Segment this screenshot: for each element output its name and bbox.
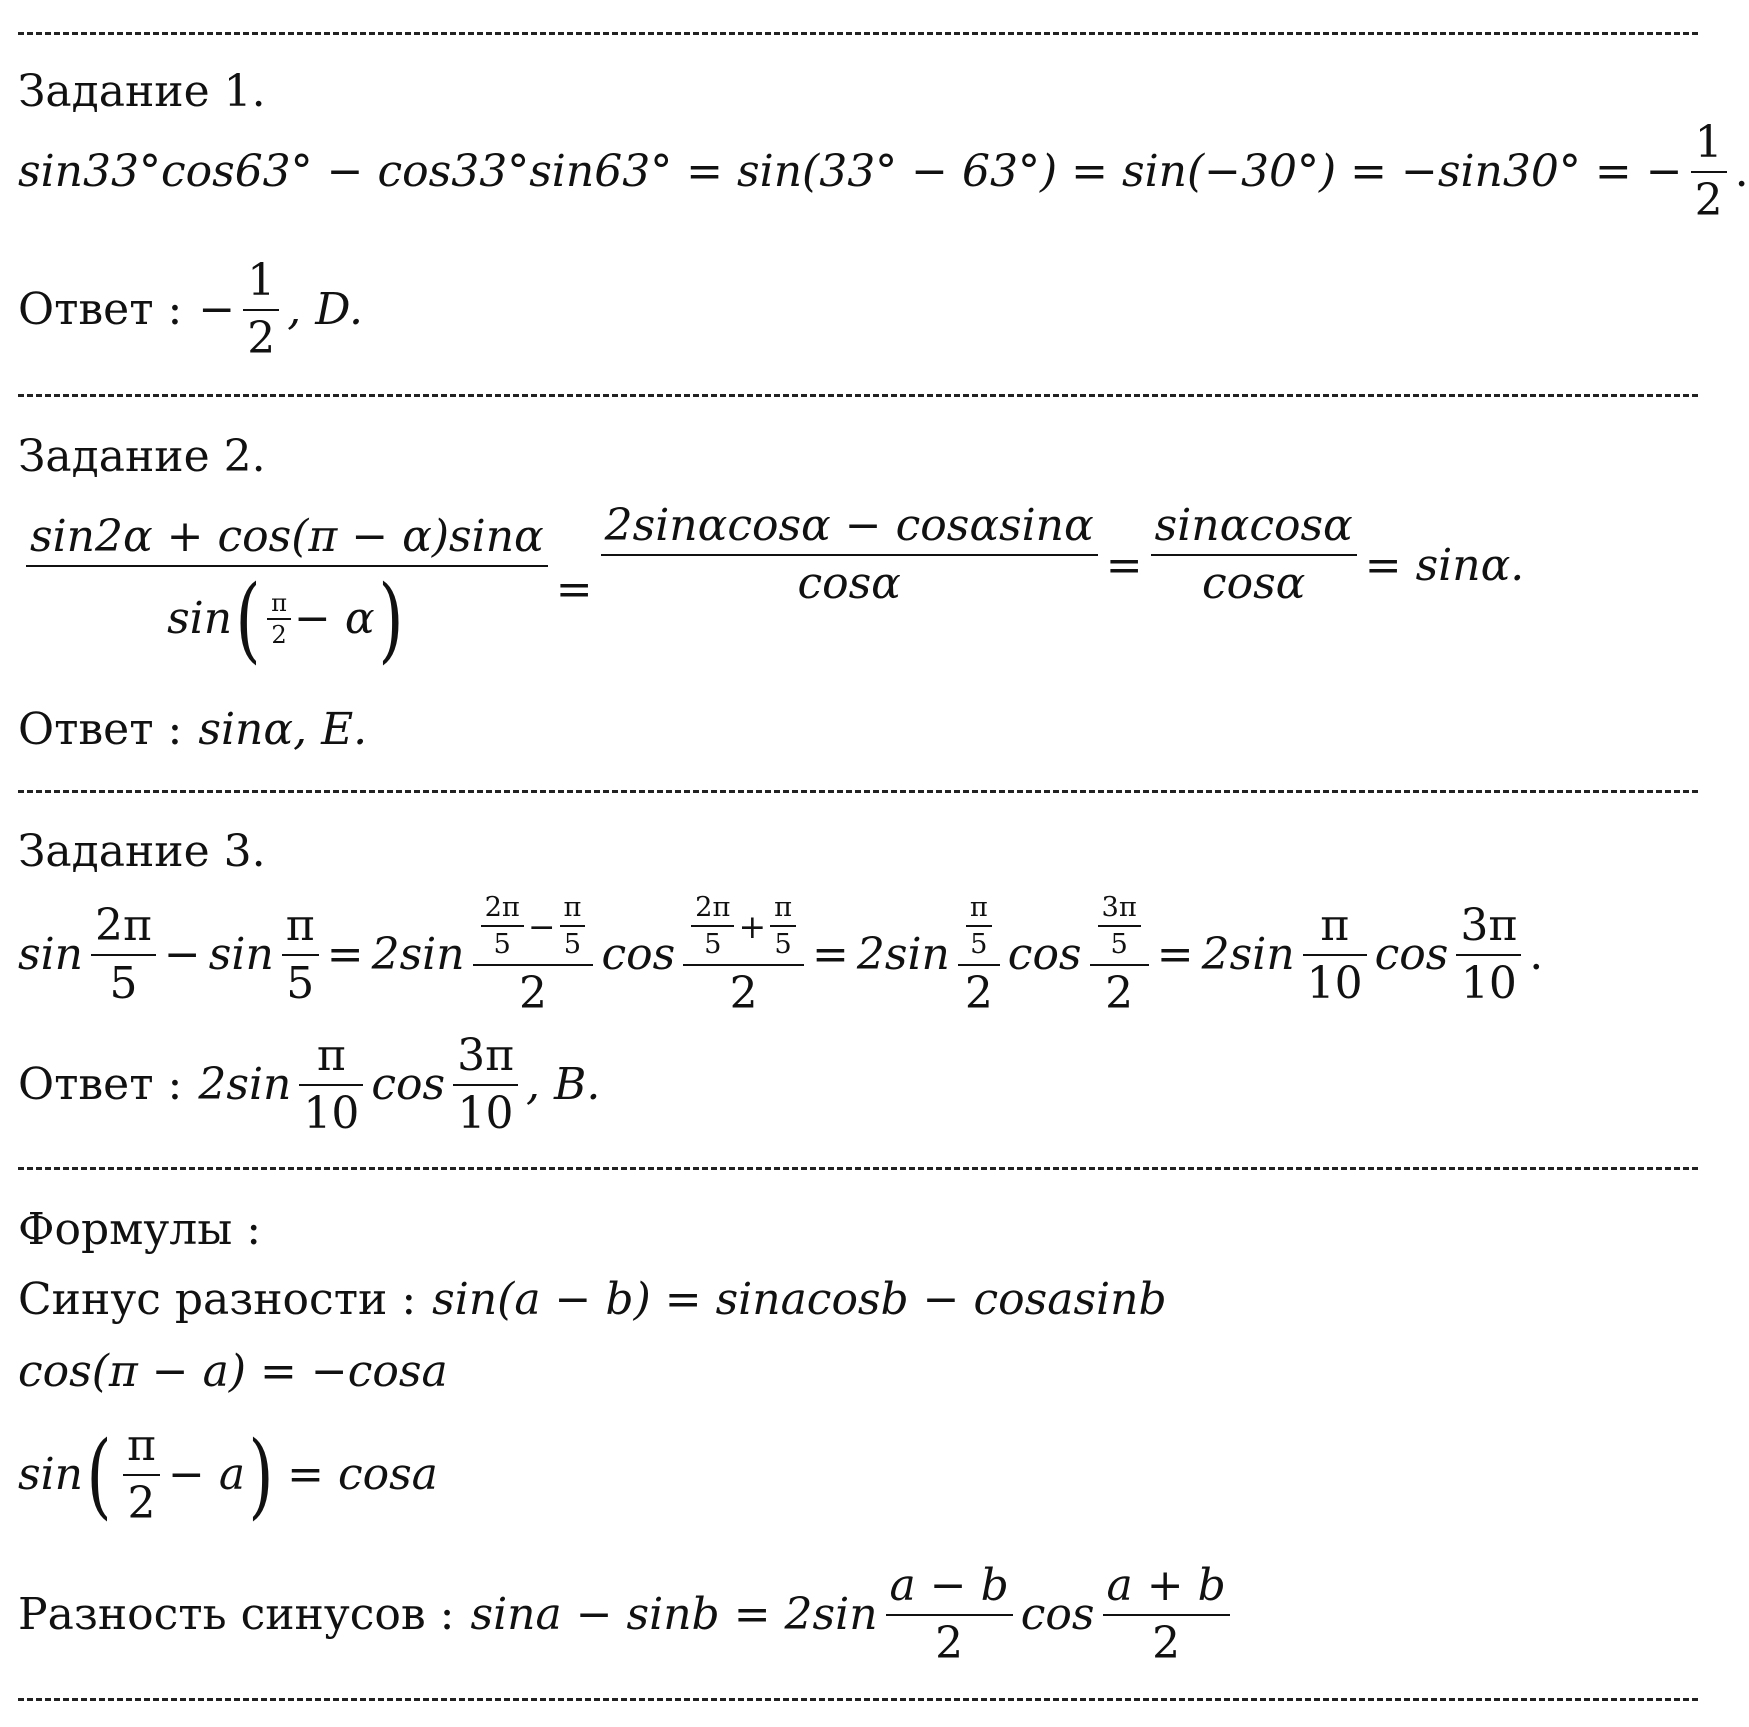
fraction-numerator: 2π (695, 891, 731, 923)
fraction-bar (1691, 171, 1727, 173)
task2-result: = sinα. (1364, 540, 1525, 591)
two-sin-text: 2sin (198, 1059, 292, 1110)
fraction-bar (243, 309, 279, 311)
fraction-denominator: 2 (729, 968, 758, 1020)
fraction-a-minus-b-over-2 (886, 1560, 1013, 1669)
fraction-pi-5-small (560, 891, 586, 960)
task1-answer (18, 255, 363, 364)
task2-fraction-3 (1151, 500, 1357, 609)
cos-text: cos (1020, 1589, 1095, 1640)
task3-answer (18, 1030, 600, 1140)
fraction-denominator (163, 564, 411, 673)
fraction-bar (1103, 1614, 1230, 1616)
fraction-denominator: 2 (1694, 175, 1723, 226)
fraction-denominator: 10 (303, 1088, 360, 1139)
fraction-denominator: cosα (797, 558, 901, 609)
two-sin-text: 2sin (371, 929, 465, 980)
formula-rhs: = cosa (287, 1449, 438, 1500)
fraction-bar (601, 554, 1098, 556)
fraction-numerator: 3π (1460, 900, 1518, 951)
minus-a: − a (167, 1449, 246, 1500)
fraction-pi-10 (1303, 900, 1367, 1009)
equals-sign: = (326, 929, 364, 980)
fraction-half-sum (683, 891, 804, 1020)
fraction-numerator: 2π (95, 900, 152, 951)
cos-text: cos (1374, 929, 1449, 980)
plus-sign: + (738, 906, 767, 946)
fraction-half-difference (473, 891, 594, 1020)
fraction-denominator: 5 (970, 929, 988, 960)
equals-sign: = (1105, 540, 1143, 591)
fraction-denominator: 10 (1460, 958, 1517, 1009)
fraction-bar (966, 925, 992, 927)
task3-heading: Задание 3. (18, 826, 266, 877)
fraction-denominator: 5 (286, 958, 315, 1009)
formula-expression: sin(a − b) = sinacosb − cosasinb (432, 1274, 1167, 1325)
fraction-pi-5-small (966, 891, 992, 960)
fraction-numerator: 3π (457, 1030, 515, 1081)
equals-sign: = (812, 929, 849, 980)
cos-text: cos (371, 1059, 446, 1110)
fraction-numerator: π (316, 1030, 346, 1081)
minus-alpha: − α (294, 593, 375, 644)
fraction-numerator: π (1320, 900, 1350, 951)
answer-fraction (243, 255, 279, 364)
fraction-denominator: 2 (519, 968, 547, 1020)
two-sin-text: 2sin (856, 929, 950, 980)
equals-sign: = (1156, 929, 1194, 980)
task1-heading: Задание 1. (18, 66, 266, 117)
fraction-bar (1456, 954, 1521, 956)
formula-label: Синус разности : (18, 1274, 417, 1325)
task1-fraction (1691, 117, 1727, 226)
fraction-pi-5 (282, 900, 319, 1009)
fraction-denominator: 2 (1105, 968, 1134, 1020)
answer-label: Ответ : (18, 284, 183, 335)
answer-label: Ответ : (18, 704, 183, 755)
fraction-bar (481, 925, 524, 927)
fraction-bar (282, 954, 319, 956)
formula-cos-reduction: cos(π − a) = −cosa (18, 1346, 448, 1397)
answer-value: sinα, E. (198, 704, 368, 755)
fraction-bar (453, 1084, 518, 1086)
task1-expression: sin33°cos63° − cos33°sin63° = sin(33° − 63°) = sin(−30°) = −sin30° = − (18, 146, 1683, 197)
right-paren: ) (248, 1420, 274, 1529)
fraction-bar (958, 964, 1000, 966)
formula-expression: sina − sinb = 2sin (470, 1589, 878, 1640)
fraction-2pi-5 (91, 900, 156, 1009)
fraction-denominator: 5 (563, 929, 582, 960)
fraction-bar (91, 954, 156, 956)
fraction-2pi-5-small (691, 891, 734, 960)
fraction-denominator: 5 (1110, 929, 1128, 960)
fraction-denominator: 5 (493, 929, 511, 960)
fraction-numerator (473, 891, 594, 960)
fraction-denominator: 2 (247, 313, 276, 364)
equals-sign: = (555, 564, 593, 615)
formulas-heading: Формулы : (18, 1204, 262, 1255)
right-paren: ) (378, 564, 404, 673)
fraction-3pi-10 (453, 1030, 518, 1139)
cos-text: cos (1007, 929, 1082, 980)
fraction-denominator: 2 (935, 1618, 964, 1669)
formula-sines-difference (18, 1560, 1238, 1670)
fraction-bar (123, 1474, 160, 1476)
sin-text: sin (18, 1449, 83, 1500)
fraction-numerator (683, 891, 804, 960)
period: . (1734, 146, 1749, 197)
fraction-numerator (958, 891, 1000, 960)
fraction-pi-2 (123, 1420, 160, 1529)
fraction-bar (26, 565, 548, 567)
fraction-numerator: π (969, 891, 988, 923)
fraction-numerator: π (285, 900, 315, 951)
fraction-bar (691, 925, 734, 927)
fraction-bar (1151, 554, 1357, 556)
fraction-denominator: cosα (1201, 558, 1306, 609)
task2-fraction-2 (601, 500, 1098, 609)
dashed-separator (18, 32, 1698, 35)
formula-label: Разность синусов : (18, 1589, 455, 1640)
fraction-numerator: a − b (889, 1560, 1009, 1611)
fraction-numerator: a + b (1106, 1560, 1226, 1611)
pi-over-two (267, 588, 291, 649)
fraction-bar (886, 1614, 1013, 1616)
period: . (1529, 929, 1544, 980)
sin-text: sin (18, 929, 83, 980)
left-paren: ( (235, 564, 261, 673)
fraction-pi-5-small (770, 891, 796, 960)
task2-equation (18, 500, 1524, 680)
minus-sign: − (527, 906, 556, 946)
fraction-bar (1090, 964, 1149, 966)
fraction-3pi-10 (1456, 900, 1521, 1009)
task3-equation (18, 890, 1543, 1020)
fraction-bar (683, 964, 804, 966)
fraction-a-plus-b-over-2 (1103, 1560, 1230, 1669)
fraction-numerator: π (271, 588, 288, 617)
fraction-pi5-over-2 (958, 891, 1000, 1020)
fraction-numerator: 1 (247, 255, 276, 306)
answer-choice: , B. (526, 1059, 601, 1110)
fraction-denominator: 10 (1306, 958, 1363, 1009)
task2-fraction-1 (26, 510, 548, 673)
fraction-bar (560, 925, 586, 927)
fraction-denominator: 5 (774, 929, 792, 960)
cos-text: cos (601, 929, 676, 980)
fraction-numerator: sinαcosα (1154, 500, 1353, 551)
sin-text: sin (208, 929, 274, 980)
dashed-separator (18, 1698, 1698, 1701)
fraction-numerator (1090, 891, 1149, 960)
dashed-separator (18, 394, 1698, 397)
fraction-numerator: 3π (1101, 891, 1137, 923)
minus-sign: − (163, 929, 201, 980)
fraction-2pi-5-small (481, 891, 524, 960)
sin-text: sin (167, 593, 233, 644)
task2-answer (18, 704, 368, 755)
fraction-numerator: 1 (1694, 117, 1723, 168)
fraction-bar (473, 964, 594, 966)
fraction-numerator: 2π (484, 891, 520, 923)
fraction-numerator: π (774, 891, 793, 923)
fraction-numerator: π (563, 891, 582, 923)
fraction-denominator: 2 (964, 968, 993, 1020)
fraction-pi-10 (299, 1030, 363, 1139)
task1-equation (18, 117, 1749, 226)
two-sin-text: 2sin (1201, 929, 1295, 980)
fraction-denominator: 2 (271, 621, 287, 649)
dashed-separator (18, 1167, 1698, 1170)
fraction-3pi5-over-2 (1090, 891, 1149, 1020)
fraction-numerator: π (127, 1420, 156, 1471)
formula-sine-difference (18, 1274, 1167, 1325)
answer-label: Ответ : (18, 1059, 183, 1110)
left-paren: ( (86, 1420, 112, 1529)
fraction-bar (299, 1084, 363, 1086)
formula-sin-reduction (18, 1410, 438, 1540)
fraction-numerator: sin2α + cos(π − α)sinα (30, 510, 544, 562)
fraction-denominator: 10 (457, 1088, 514, 1139)
dashed-separator (18, 790, 1698, 793)
fraction-bar (1098, 925, 1141, 927)
fraction-3pi-5-small (1098, 891, 1141, 960)
fraction-bar (1303, 954, 1367, 956)
fraction-numerator: 2sinαcosα − cosαsinα (604, 500, 1094, 551)
task2-heading: Задание 2. (18, 431, 266, 482)
fraction-denominator: 5 (704, 929, 722, 960)
answer-choice: , D. (287, 284, 363, 335)
fraction-denominator: 2 (1152, 1618, 1181, 1669)
answer-sign: − (198, 284, 236, 335)
fraction-bar (267, 618, 291, 620)
fraction-denominator: 5 (109, 958, 138, 1009)
fraction-denominator: 2 (127, 1478, 156, 1529)
fraction-bar (770, 925, 796, 927)
